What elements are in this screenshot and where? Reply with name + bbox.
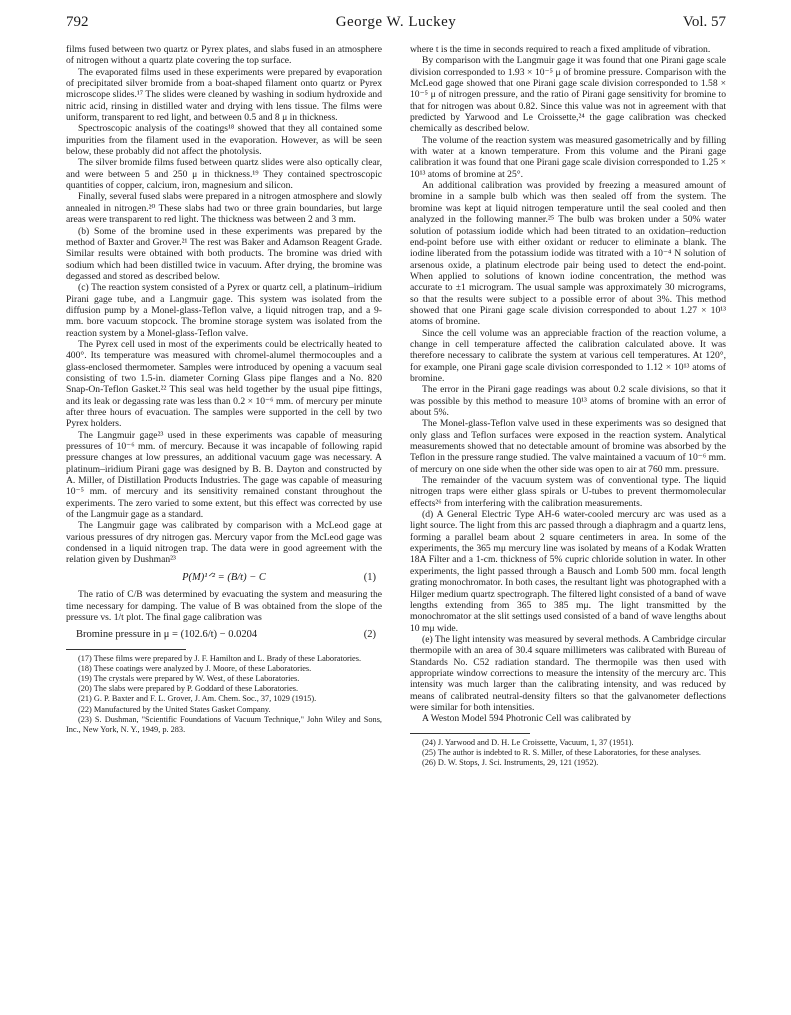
footnote: (24) J. Yarwood and D. H. Le Croissette, Vacuum, 1, 37 (1951). [422,737,634,747]
equation-text: Bromine pressure in μ = (102.6/t) − 0.0204 [76,629,258,641]
paragraph: (d) A General Electric Type AH-6 water-cooled mercury arc was used as a light source. The light from this arc passed through a diaphragm and a quartz lens, forming a parallel beam about 2 square centimeters in area. In some of the experiments, the 365 mμ mercury line was isolated by means of a Kodak Wratten 18A Filter and a 1-cm. thickness of 5% cupric chloride solution in water. In other experiments, the light passed through a Bausch and Lomb 500 mm. focal length grating monochromator. In both cases, the resultant light was photographed with a Hilger medium quartz spectrograph. The filtered light consisted of a band of wave lengths extending from 365 to 385 mμ. The light transmitted by the monochromator at the slit settings used consisted of a band of wave lengths about 10 mμ wide. [410,509,726,634]
paragraph: The ratio of C/B was determined by evacuating the system and measuring the time necessary for damping. The value of B was obtained from the slope of the pressure vs. 1/t plot. The final gage calibration was [66,589,382,623]
equation-1 [66,572,382,583]
paragraph: The remainder of the vacuum system was of conventional type. The liquid nitrogen traps were either glass spirals or U-tubes to prevent thermomolecular effects²⁶ from interfering with the calibration measurements. [410,475,726,509]
paragraph: (b) Some of the bromine used in these experiments was prepared by the method of Baxter and Grover.²¹ The rest was Baker and Adamson Reagent Grade. Similar results were obtained with both products. The bromine was dried with sodium which had been distilled twice in vacuum. After drying, the bromine was degassed and stored as described below. [66,225,382,282]
paragraph: The error in the Pirani gage readings was about 0.2 scale divisions, so that it was possible by this method to measure 10¹³ atoms of bromine with an error of about 5%. [410,384,726,418]
right-column [410,44,726,768]
paragraph: The Langmuir gage was calibrated by comparison with a McLeod gage at various pressures of dry nitrogen gas. Mercury vapor from the McLeod gage was condensed in a liquid nitrogen trap. The data were in good agreement with the relation given by Dushman²³ [66,520,382,566]
paragraph: The silver bromide films fused between quartz slides were also optically clear, and were between 5 and 250 μ in thickness.¹⁹ They contained spectroscopic quantities of copper, calcium, iron, magnesium and silicon. [66,157,382,192]
equation-number: (1) [363,571,376,583]
paragraph: (c) The reaction system consisted of a Pyrex or quartz cell, a platinum–iridium Pirani gage tube, and a Langmuir gage. This system was isolated from the diffusion pump by a Monel-glass-Teflon valve, a liquid nitrogen trap, and a 9-mm. bore vacuum stopcock. The bromine storage system was isolated from the reaction system by a Monel-glass-Teflon valve. [66,282,382,339]
footnote: (21) G. P. Baxter and F. L. Grover, J. Am. Chem. Soc., 37, 1029 (1915). [78,694,317,704]
footnote: (20) The slabs were prepared by P. Goddard of these Laboratories. [78,684,299,694]
running-author: George W. Luckey [335,14,457,30]
footnote: (17) These films were prepared by J. F. Hamilton and L. Brady of these Laboratories. [78,653,362,663]
footnote-divider [66,649,186,650]
paragraph: where t is the time in seconds required to reach a fixed amplitude of vibration. [410,44,711,55]
paragraph: An additional calibration was provided by freezing a measured amount of bromine in a sample bulb which was then sealed off from the system. The bromine was kept at liquid nitrogen temperature until the seal cooled and then analyzed in the following manner.²⁵ The bulb was broken under a 50% water solution of potassium iodide which had been titrated to an oxidation–reduction end-point before use with either oxidant or reducer to eliminate a blank. The iodine liberated from the potassium iodide was titrated with a 10⁻⁴ N solution of arsenous oxide, a platinum electrode pair being used to detect the end-point. When applied to solutions of known iodine concentration, the method was accurate to ±1 microgram. The usual sample was approximately 30 micrograms, so that the results were subject to a possible error of about 3%. This method showed that one Pirani gage scale division corresponded to about 1.27 × 10¹³ atoms of bromine. [410,180,726,328]
left-column [66,44,382,735]
paragraph: The Monel-glass-Teflon valve used in these experiments was so designed that only glass and Teflon surfaces were exposed in the reaction system. Analytical measurements showed that no detectable amount of bromine was absorbed by the Teflon in the pressure range studied. The valve maintained a vacuum of 10⁻⁶ mm. of mercury on one side when the other side was open to air at 760 mm. pressure. [410,418,726,475]
footnote: (25) The author is indebted to R. S. Miller, of these Laboratories, for these analyses. [422,747,702,757]
footnote-divider [410,733,530,734]
paragraph: Since the cell volume was an appreciable fraction of the reaction volume, a change in cell temperature affected the calibration calculated above. It was therefore necessary to calibrate the system at various cell temperatures. At 120°, for example, one Pirani gage scale division corresponded to 1.12 × 10¹³ atoms of bromine. [410,327,726,384]
equation-number: (2) [363,629,376,641]
footnote: (26) D. W. Stops, J. Sci. Instruments, 29, 121 (1952). [422,758,599,768]
footnote: (18) These coatings were analyzed by J. Moore, of these Laboratories. [78,663,312,673]
volume-label: Vol. 57 [682,14,726,30]
equation-text: P(M)¹ᐟ² = (B/t) − C [182,571,266,583]
paragraph: The evaporated films used in these experiments were prepared by evaporation of precipitated silver bromide from a boat-shaped filament onto quartz or Pyrex microscope slides.¹⁷ The slides were cleaned by washing in sodium hydroxide and nitric acid, rinsing in distilled water and drying with lens tissue. The films were uniform, transparent to red light, and between 0.5 and 8 μ in thickness. [66,66,382,124]
paragraph: Finally, several fused slabs were prepared in a nitrogen atmosphere and slowly annealed in nitrogen.²⁰ These slabs had two or three grain boundaries, but large areas were transparent to red light. The thickness was between 2 and 3 mm. [66,191,382,226]
paragraph: By comparison with the Langmuir gage it was found that one Pirani gage scale division corresponded to 1.93 × 10⁻⁵ μ of bromine pressure. Comparison with the McLeod gage showed that one Pirani gage scale division corresponded to 1.58 × 10⁻⁵ μ of nitrogen pressure, and the ratio of Pirani gage sensitivity for bromine to that for nitrogen was about 0.82. Since this value was not in agreement with that predicted by Yarwood and Le Croissette,²⁴ the gage calibration was checked chemically as described below. [410,55,726,135]
footnote: (23) S. Dushman, "Scientific Foundations of Vacuum Technique," John Wiley and Sons, Inc., New York, N. Y., 1949, p. 283. [66,714,382,734]
footnote: (22) Manufactured by the United States Gasket Company. [78,704,271,714]
footnote: (19) The crystals were prepared by W. West, of these Laboratories. [78,673,300,683]
paragraph: (e) The light intensity was measured by several methods. A Cambridge circular thermopile with an area of 30.4 square millimeters was calibrated with Bureau of Standards No. C52 radiation standard. The thermopile was then used with appropriate window corrections to measure the intensity of the mercury arc. This intensity was much larger than the calibrating intensity, and was reduced by means of calibrated neutral-density filters so that the galvanometer deflections were similar for both intensities. [410,633,726,713]
paragraph: The Langmuir gage²³ used in these experiments was capable of measuring pressures of 10⁻⁶ mm. of mercury. Because it was incapable of following rapid pressure changes at low pressures, an additional vacuum gage was necessary. A platinum–iridium Pirani gage was designed by B. B. Dayton and constructed by A. Miller, of Distillation Products Industries. The gage was capable of measuring 10⁻⁵ mm. of mercury and its sensitivity remained constant throughout the experiments. The zero varied to some extent, but this effect was corrected by use of the Langmuir gage as a standard. [66,429,382,521]
paragraph: The Pyrex cell used in most of the experiments could be electrically heated to 400°. Its temperature was measured with chromel-alumel thermocouples and a glass-enclosed thermometer. Samples were introduced by opening a vacuum seal consisting of two 1.5-in. diameter Corning Glass pipe flanges and a No. 820 Snap-On-Teflon Gasket.²² This seal was held together by the usual pipe fittings, and its leak or degassing rate was less than 0.2 × 10⁻⁶ mm. of mercury per minute after three hours of evacuation. The samples were supported in the cell by two Pyrex holders. [66,338,382,430]
paragraph: Spectroscopic analysis of the coatings¹⁸ showed that they all contained some impurities from the filament used in the evaporation. However, as will be seen below, these probably did not affect the photolysis. [66,123,382,158]
paragraph: A Weston Model 594 Photronic Cell was calibrated by [422,713,632,725]
equation-2 [66,629,382,640]
paragraph: films fused between two quartz or Pyrex plates, and slabs fused in an atmosphere of nitrogen without a quartz plate covering the top surface. [66,44,382,67]
page-number: 792 [66,14,89,30]
paragraph: The volume of the reaction system was measured gasometrically and by filling with water at a known temperature. From this volume and the Pirani gage calibration it was found that one Pirani gage scale division corresponded to 1.25 × 10¹³ atoms of bromine at 25°. [410,134,726,180]
page-header [66,14,726,36]
